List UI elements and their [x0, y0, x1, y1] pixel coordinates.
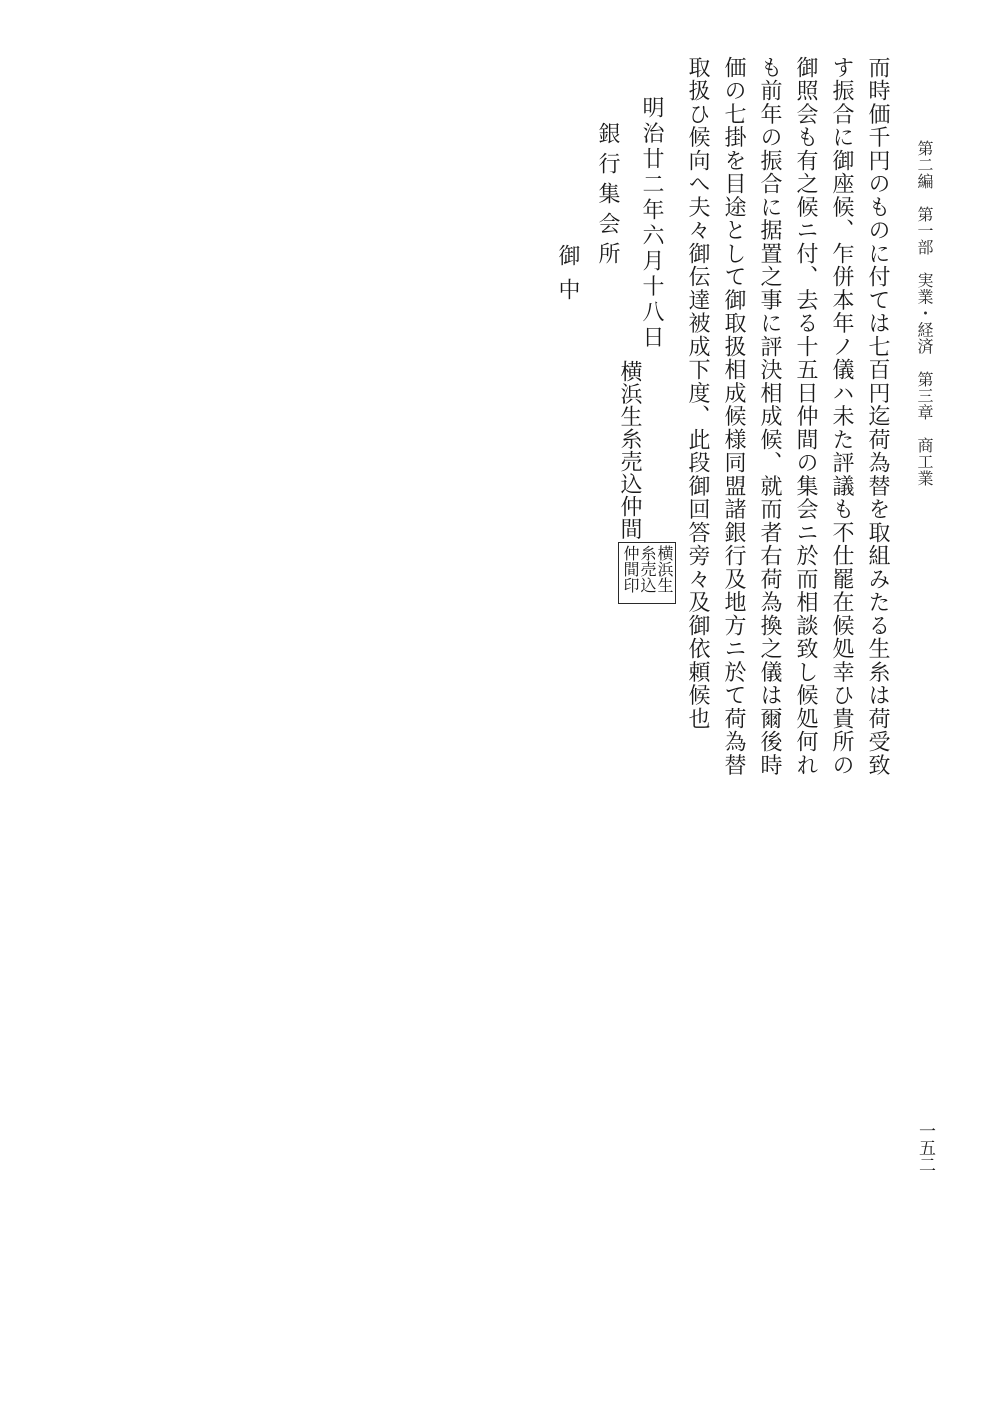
letter-date: 明治廿二年六月十八日: [639, 96, 664, 351]
body-line-4: も前年の振合に据置之事に評決相成候、就而者右荷為換之儀は爾後時: [757, 56, 782, 777]
seal-text-line-1: 横浜生: [655, 545, 674, 593]
recipient-honorific: 御中: [555, 244, 580, 312]
body-line-3: 御照会も有之候ニ付、去る十五日仲間の集会ニ於而相談致し候処何れ: [793, 56, 818, 777]
body-line-2: す振合に御座候、乍併本年ノ儀ハ未た評議も不仕罷在候処幸ひ貴所の: [829, 56, 854, 777]
body-line-6: 取扱ひ候向へ夫々御伝達被成下度、此段御回答旁々及御依頼候也: [685, 56, 710, 731]
seal-text-line-2: 糸売込: [638, 545, 657, 593]
seal-stamp: [618, 542, 676, 604]
running-header: 第二編 第一部 実業・経済 第三章 商工業: [915, 140, 934, 487]
body-line-5: 価の七掛を目途として御取扱相成候様同盟諸銀行及地方ニ於て荷為替: [721, 56, 746, 777]
body-line-1: 而時価千円のものに付ては七百円迄荷為替を取組みたる生糸は荷受致: [865, 56, 890, 777]
page-number: 一五二: [915, 1122, 935, 1173]
sender-name: 横浜生糸売込仲間: [617, 360, 642, 540]
recipient-name: 銀行集会所: [595, 122, 620, 272]
seal-text-line-3: 仲間印: [621, 545, 640, 593]
